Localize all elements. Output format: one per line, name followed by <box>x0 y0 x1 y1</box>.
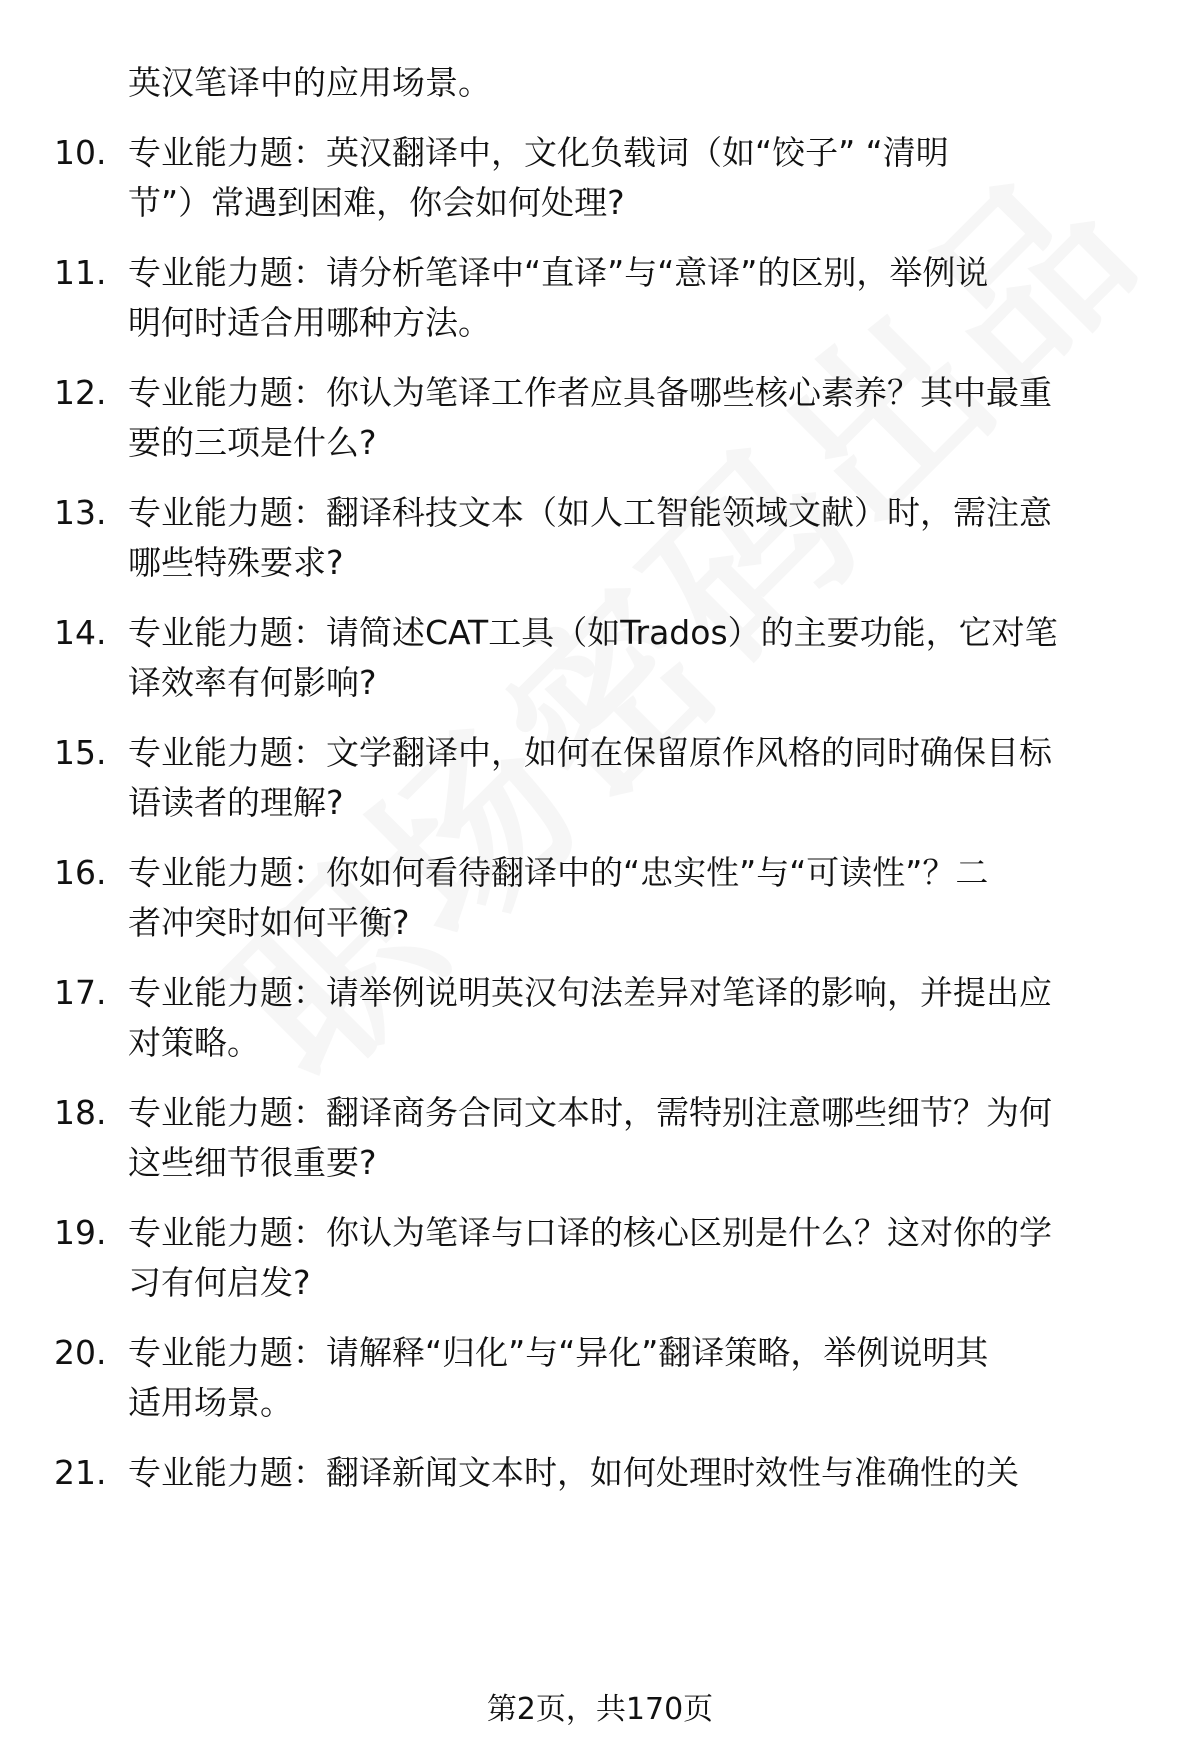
page-footer: 第2页，共170页 <box>486 1692 714 1727</box>
item-number: 18. <box>54 1093 107 1132</box>
item-text: 专业能力题：请简述CAT工具（如Trados）的主要功能，它对笔 译效率有何影响? <box>128 613 1058 702</box>
item-number: 15. <box>54 733 107 772</box>
item-number: 17. <box>54 973 107 1012</box>
item-number: 19. <box>54 1213 107 1252</box>
item-text: 专业能力题：你认为笔译工作者应具备哪些核心素养？其中最重 要的三项是什么? <box>128 373 1052 462</box>
item-text: 专业能力题：英汉翻译中，文化负载词（如“饺子” “清明 节”）常遇到困难，你会如何处理? <box>128 133 949 222</box>
item-number: 21. <box>54 1453 107 1492</box>
item-number: 20. <box>54 1333 107 1372</box>
item-number: 10. <box>54 133 107 172</box>
item-number: 11. <box>54 253 107 292</box>
item-text: 专业能力题：翻译新闻文本时，如何处理时效性与准确性的关 <box>128 1453 1019 1492</box>
item-number: 16. <box>54 853 107 892</box>
continuation-line: 英汉笔译中的应用场景。 <box>128 63 491 102</box>
item-text: 专业能力题：文学翻译中，如何在保留原作风格的同时确保目标 语读者的理解? <box>128 733 1052 822</box>
item-text: 专业能力题：翻译科技文本（如人工智能领域文献）时，需注意 哪些特殊要求? <box>128 493 1052 582</box>
item-text: 专业能力题：请分析笔译中“直译”与“意译”的区别，举例说 明何时适合用哪种方法。 <box>128 253 989 342</box>
item-text: 专业能力题：请解释“归化”与“异化”翻译策略，举例说明其 适用场景。 <box>128 1333 989 1422</box>
item-number: 12. <box>54 373 107 412</box>
item-text: 专业能力题：请举例说明英汉句法差异对笔译的影响，并提出应 对策略。 <box>128 973 1052 1062</box>
item-text: 专业能力题：你如何看待翻译中的“忠实性”与“可读性”？二 者冲突时如何平衡? <box>128 853 989 942</box>
item-number: 13. <box>54 493 107 532</box>
item-text: 专业能力题：翻译商务合同文本时，需特别注意哪些细节？为何 这些细节很重要? <box>128 1093 1052 1182</box>
item-text: 专业能力题：你认为笔译与口译的核心区别是什么？这对你的学 习有何启发? <box>128 1213 1052 1302</box>
item-number: 14. <box>54 613 107 652</box>
